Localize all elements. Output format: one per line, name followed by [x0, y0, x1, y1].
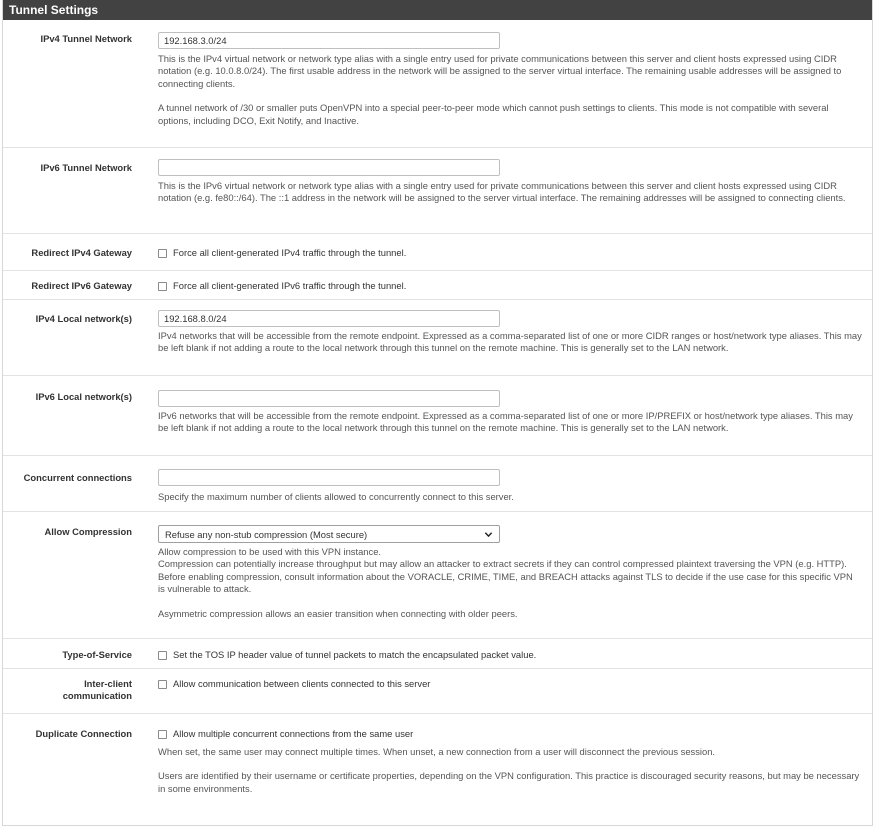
duplicate-connection-row: [3, 714, 872, 816]
inter-client-communication-row: [3, 669, 872, 714]
concurrent-connections-label: Concurrent connections: [23, 472, 132, 483]
concurrent-connections-help: Specify the maximum number of clients allowed to concurrently connect to this server.: [158, 491, 514, 502]
type-of-service-row: [3, 639, 872, 669]
concurrent-connections-row: [3, 456, 872, 512]
type-of-service-checkbox[interactable]: [158, 651, 167, 660]
ipv6-local-networks-help: IPv6 networks that will be accessible from the remote endpoint. Expressed as a comma-separated list of one or more IP/PREFIX or host/network type aliases. This may be left blank if not adding a route to the local network through this tunnel on the remote machine. This is generally set to the LAN network.: [158, 410, 853, 434]
ipv4-tunnel-network-label: IPv4 Tunnel Network: [40, 33, 132, 44]
duplicate-connection-checkbox[interactable]: [158, 730, 167, 739]
redirect-ipv4-gateway-checkbox-label: Force all client-generated IPv4 traffic through the tunnel.: [173, 247, 407, 258]
redirect-ipv6-gateway-label: Redirect IPv6 Gateway: [31, 280, 132, 291]
compression-select-value: Refuse any non-stub compression (Most secure): [165, 528, 368, 540]
ipv4-tunnel-network-help-note: A tunnel network of /30 or smaller puts OpenVPN into a special peer-to-peer mode which cannot push settings to clients. This mode is not compatible with several options, including DCO, Exit Notify, and Inactive.: [158, 102, 829, 126]
redirect-ipv6-gateway-option[interactable]: [158, 280, 862, 292]
tunnel-settings-panel: [2, 0, 873, 826]
panel-title: Tunnel Settings: [3, 0, 872, 20]
ipv6-tunnel-network-row: [3, 148, 872, 234]
ipv6-local-networks-row: [3, 376, 872, 456]
redirect-ipv6-gateway-row: [3, 271, 872, 300]
inter-client-label-line1: Inter-client: [84, 678, 132, 689]
type-of-service-label: Type-of-Service: [62, 649, 132, 660]
ipv4-local-networks-input[interactable]: [158, 310, 500, 327]
concurrent-connections-input[interactable]: [158, 469, 500, 486]
allow-compression-row: [3, 512, 872, 639]
redirect-ipv4-gateway-checkbox[interactable]: [158, 249, 167, 258]
ipv6-tunnel-network-label: IPv6 Tunnel Network: [40, 162, 132, 173]
inter-client-label-line2: communication: [62, 690, 132, 701]
redirect-ipv6-gateway-checkbox[interactable]: [158, 282, 167, 291]
duplicate-connection-option[interactable]: [158, 728, 862, 740]
ipv6-tunnel-network-input[interactable]: [158, 159, 500, 176]
inter-client-communication-label: [4, 678, 132, 702]
compression-select[interactable]: [158, 525, 500, 543]
duplicate-connection-label: Duplicate Connection: [35, 728, 132, 739]
redirect-ipv6-gateway-checkbox-label: Force all client-generated IPv6 traffic through the tunnel.: [173, 280, 407, 291]
compression-help-asymmetric: Asymmetric compression allows an easier transition when connecting with older peers.: [158, 607, 518, 619]
duplicate-connection-help-note: Users are identified by their username or certificate properties, depending on the VPN configuration. This practice is discouraged security reasons, but may be necessary in some environments.: [158, 770, 860, 794]
chevron-down-icon: [484, 530, 493, 539]
ipv6-local-networks-input[interactable]: [158, 390, 500, 407]
duplicate-connection-help: When set, the same user may connect multiple times. When unset, a new connection from a user will disconnect the previous session.: [158, 746, 716, 757]
ipv4-local-networks-help: IPv4 networks that will be accessible from the remote endpoint. Expressed as a comma-separated list of one or more CIDR ranges or host/network type aliases. This may be left blank if not adding a route to the local network through this tunnel on the remote machine. This is generally set to the LAN network.: [158, 330, 862, 354]
allow-compression-label: Allow Compression: [44, 526, 132, 537]
inter-client-communication-option[interactable]: [158, 678, 862, 690]
ipv6-local-networks-label: IPv6 Local network(s): [35, 391, 132, 402]
compression-help: Allow compression to be used with this VPN instance.: [158, 546, 382, 557]
redirect-ipv4-gateway-label: Redirect IPv4 Gateway: [31, 247, 132, 258]
ipv4-tunnel-network-row: [3, 20, 872, 148]
duplicate-connection-checkbox-label: Allow multiple concurrent connections from the same user: [173, 728, 414, 739]
ipv4-tunnel-network-help: This is the IPv4 virtual network or network type alias with a single entry used for private communications between this server and client hosts expressed using CIDR notation (e.g. 10.0.8.0/24). The first usable address in the network will be assigned to the server virtual interface. The remaining usable addresses will be assigned to connecting clients.: [158, 53, 842, 89]
ipv6-tunnel-network-help: This is the IPv6 virtual network or network type alias with a single entry used for private communications between this server and client hosts expressed using CIDR notation (e.g. fe80::/64). The ::1 address in the network will be assigned to the server virtual interface. The remaining addresses will be assigned to connecting clients.: [158, 180, 846, 204]
type-of-service-option[interactable]: [158, 649, 862, 661]
inter-client-communication-checkbox-label: Allow communication between clients connected to this server: [173, 678, 431, 689]
ipv4-local-networks-row: [3, 300, 872, 376]
type-of-service-checkbox-label: Set the TOS IP header value of tunnel packets to match the encapsulated packet value.: [173, 649, 537, 660]
ipv4-local-networks-label: IPv4 Local network(s): [35, 313, 132, 324]
redirect-ipv4-gateway-option[interactable]: [158, 247, 862, 259]
redirect-ipv4-gateway-row: [3, 234, 872, 271]
ipv4-tunnel-network-input[interactable]: [158, 32, 500, 49]
compression-help-warning: Compression can potentially increase throughput but may allow an attacker to extract secrets if they can control compressed plaintext traversing the VPN (e.g. HTTP). Before enabling compression, consult information about the VORACLE, CRIME, TIME, and BREACH attacks against TLS to decide if the use case for this specific VPN is vulnerable to attack.: [158, 558, 853, 595]
inter-client-communication-checkbox[interactable]: [158, 680, 167, 689]
